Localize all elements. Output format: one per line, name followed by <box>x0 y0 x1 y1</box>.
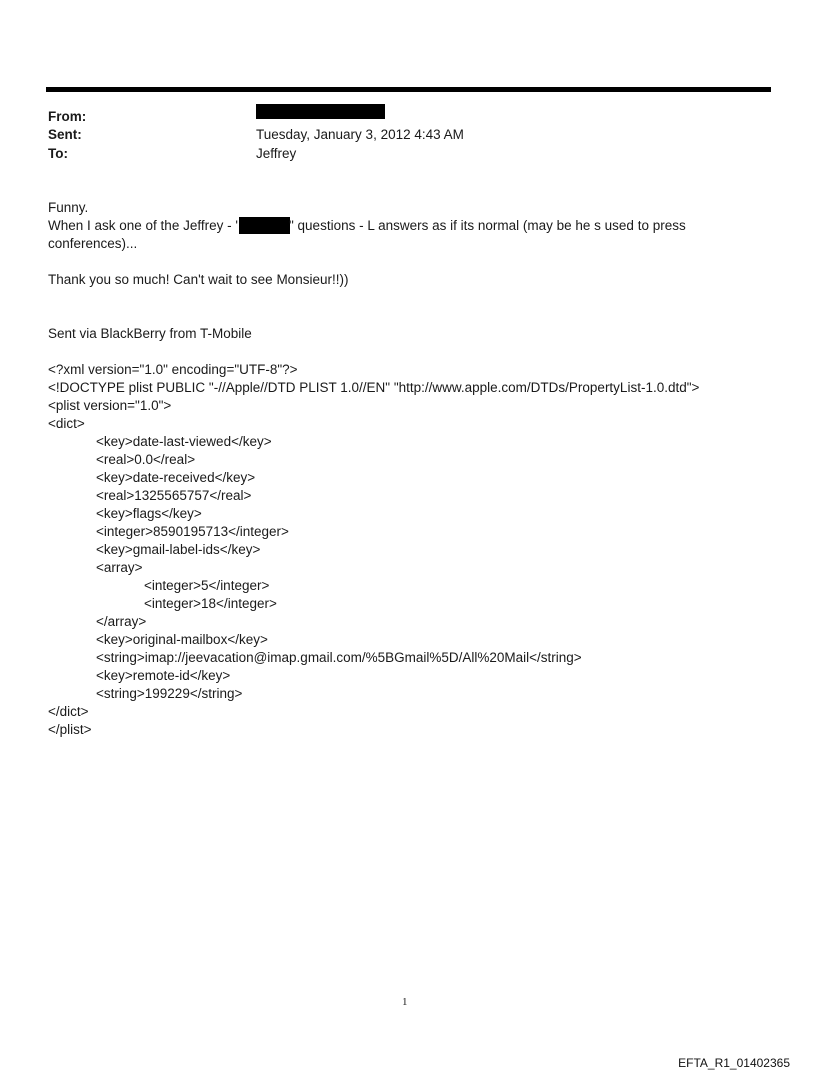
to-label: To: <box>48 146 68 161</box>
sent-value: Tuesday, January 3, 2012 4:43 AM <box>256 127 464 142</box>
xml-line: <string>imap://jeevacation@imap.gmail.com/%5BGmail%5D/All%20Mail</string> <box>96 650 582 665</box>
xml-line: <real>1325565757</real> <box>96 488 252 503</box>
body-line-question-start: When I ask one of the Jeffrey - ' <box>48 218 238 233</box>
xml-line: <key>gmail-label-ids</key> <box>96 542 261 557</box>
xml-line: <plist version="1.0"> <box>48 398 172 413</box>
xml-line: <integer>8590195713</integer> <box>96 524 289 539</box>
page-number: 1 <box>402 996 408 1008</box>
xml-line: <key>date-received</key> <box>96 470 256 485</box>
xml-line: <array> <box>96 560 143 575</box>
xml-line: <key>original-mailbox</key> <box>96 632 268 647</box>
xml-line: <integer>18</integer> <box>144 596 277 611</box>
redacted-sender <box>256 104 385 119</box>
xml-plist-block <box>48 361 699 739</box>
redacted-word <box>239 217 290 234</box>
xml-line: <integer>5</integer> <box>144 578 270 593</box>
xml-line: </plist> <box>48 722 92 737</box>
xml-line: </dict> <box>48 704 89 719</box>
to-value: Jeffrey <box>256 146 297 161</box>
body-line-question-end: " questions - L answers as if its normal (may be he s used to press <box>289 218 686 233</box>
bates-number: EFTA_R1_01402365 <box>678 1056 790 1070</box>
xml-line: <key>flags</key> <box>96 506 202 521</box>
top-rule <box>46 87 771 92</box>
body-line-thanks: Thank you so much! Can't wait to see Monsieur!!)) <box>48 272 349 287</box>
xml-line: <real>0.0</real> <box>96 452 196 467</box>
xml-line: <dict> <box>48 416 85 431</box>
xml-line: <key>remote-id</key> <box>96 668 231 683</box>
body-line-funny: Funny. <box>48 200 89 215</box>
from-label: From: <box>48 109 87 124</box>
xml-line: <string>199229</string> <box>96 686 243 701</box>
xml-line: <key>date-last-viewed</key> <box>96 434 272 449</box>
sent-label: Sent: <box>48 127 82 142</box>
xml-line: <!DOCTYPE plist PUBLIC "-//Apple//DTD PLIST 1.0//EN" "http://www.apple.com/DTDs/PropertyList-1.0.dtd"> <box>48 380 700 395</box>
xml-line: <?xml version="1.0" encoding="UTF-8"?> <box>48 362 298 377</box>
body-line-conferences: conferences)... <box>48 236 138 251</box>
signature-line: Sent via BlackBerry from T-Mobile <box>48 326 252 341</box>
xml-line: </array> <box>96 614 147 629</box>
